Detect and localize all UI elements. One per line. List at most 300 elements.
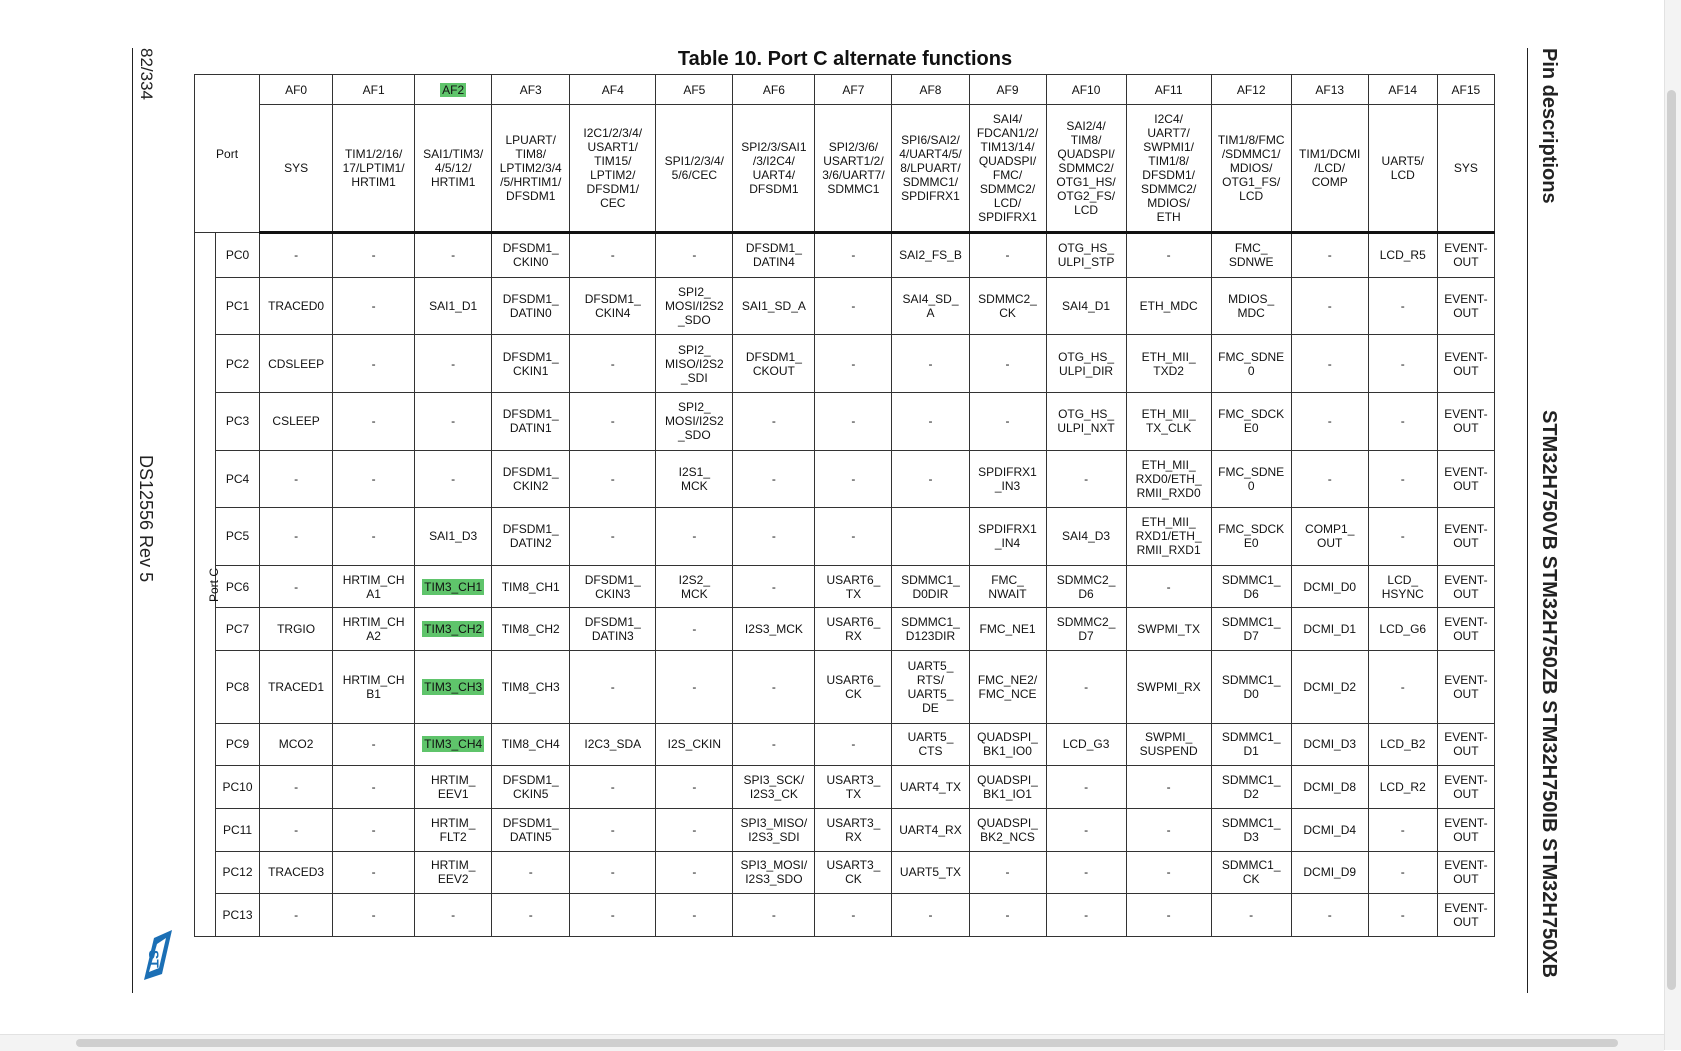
table-row (195, 851, 1495, 894)
af-cell: HRTIM_ FLT2 (415, 808, 492, 851)
part-numbers-title: STM32H750VB STM32H750ZB STM32H750IB STM32H750XB (1538, 410, 1560, 978)
af-cell: USART3_ RX (815, 808, 892, 851)
af-cell: OTG_HS_ ULPI_NXT (1046, 392, 1126, 450)
af-cell: - (333, 851, 415, 894)
highlighted-af-value: TIM3_CH4 (424, 737, 483, 752)
af-cell: - (333, 894, 415, 937)
af-cell: SDMMC1_ D0 (1211, 651, 1291, 724)
af-cell: - (570, 335, 656, 393)
af-cell: - (1368, 335, 1437, 393)
pin-name: PC2 (216, 335, 260, 393)
af-cell: FMC_NE1 (969, 608, 1046, 651)
af-cell: FMC_NE2/ FMC_NCE (969, 651, 1046, 724)
af-header (570, 75, 656, 105)
pin-name: PC5 (216, 508, 260, 566)
page-number: 82/334 (137, 48, 156, 100)
af-cell: SWPMI_RX (1126, 651, 1211, 724)
af-cell: - (733, 508, 815, 566)
af-cell: DCMI_D9 (1291, 851, 1368, 894)
af-cell: HRTIM_CH A1 (333, 565, 415, 608)
af-cell: DFSDM1_ CKOUT (733, 335, 815, 393)
af-cell: - (492, 894, 570, 937)
af-cell: SAI4_SD_ A (892, 277, 969, 335)
pin-name: PC10 (216, 766, 260, 809)
af-cell: CDSLEEP (260, 335, 333, 393)
af-cell: SPI2_ MOSI/I2S2 _SDO (656, 277, 733, 335)
af-cell: - (815, 335, 892, 393)
af-cell: - (1126, 851, 1211, 894)
af-header (1211, 75, 1291, 105)
af-cell: EVENT- OUT (1437, 565, 1494, 608)
af-cell (415, 723, 492, 766)
peripheral-group: I2C1/2/3/4/ USART1/ TIM15/ LPTIM2/ DFSDM1/ CEC (570, 105, 656, 233)
af-cell: - (1291, 392, 1368, 450)
peripheral-group: SPI1/2/3/4/ 5/6/CEC (656, 105, 733, 233)
af-cell: FMC_SDNE 0 (1211, 450, 1291, 508)
af-cell: - (570, 392, 656, 450)
pin-name: PC1 (216, 277, 260, 335)
af-cell: DCMI_D8 (1291, 766, 1368, 809)
peripheral-group: TIM1/DCMI /LCD/ COMP (1291, 105, 1368, 233)
af-header-label: AF0 (285, 82, 308, 97)
af-cell: SAI2_FS_B (892, 233, 969, 278)
af-cell: - (260, 808, 333, 851)
af-cell: - (656, 233, 733, 278)
af-cell: - (656, 608, 733, 651)
table-row (195, 233, 1495, 278)
af-cell: I2S_CKIN (656, 723, 733, 766)
af-cell: SDMMC1_ D6 (1211, 565, 1291, 608)
table-title: Table 10. Port C alternate functions (677, 48, 1013, 70)
af-cell: USART3_ TX (815, 766, 892, 809)
peripheral-group: TIM1/8/FMC /SDMMC1/ MDIOS/ OTG1_FS/ LCD (1211, 105, 1291, 233)
af-header (333, 75, 415, 105)
af-header (892, 75, 969, 105)
af-header (1437, 75, 1494, 105)
af-header-label: AF15 (1451, 82, 1481, 97)
right-margin-rule (1527, 48, 1528, 993)
af-cell: SPI3_MOSI/ I2S3_SDO (733, 851, 815, 894)
af-cell: - (969, 851, 1046, 894)
port-header: Port (195, 75, 260, 233)
af-cell: SDMMC1_ D0DIR (892, 565, 969, 608)
table-row (195, 392, 1495, 450)
af-header-label: AF7 (842, 82, 865, 97)
af-cell: SPDIFRX1 _IN3 (969, 450, 1046, 508)
af-cell: - (333, 233, 415, 278)
af-cell: - (1046, 651, 1126, 724)
af-cell: - (733, 723, 815, 766)
af-cell: - (1046, 450, 1126, 508)
af-cell: LCD_G6 (1368, 608, 1437, 651)
left-margin-rule (132, 48, 133, 993)
af-header-row (195, 75, 1495, 105)
af-cell: QUADSPI_ BK2_NCS (969, 808, 1046, 851)
af-cell: - (1291, 450, 1368, 508)
document-revision: DS12556 Rev 5 (136, 455, 156, 583)
af-cell: DFSDM1_ CKIN5 (492, 766, 570, 809)
af-cell: SDMMC2_ D6 (1046, 565, 1126, 608)
af-cell: FMC_ SDNWE (1211, 233, 1291, 278)
af-header (815, 75, 892, 105)
af-cell (415, 651, 492, 724)
af-header-label: AF12 (1236, 82, 1266, 97)
af-header (260, 75, 333, 105)
af-cell: - (656, 508, 733, 566)
af-cell: DFSDM1_ CKIN2 (492, 450, 570, 508)
af-cell: - (333, 335, 415, 393)
af-cell: - (333, 277, 415, 335)
af-cell: LCD_R2 (1368, 766, 1437, 809)
af-cell: - (570, 808, 656, 851)
peripheral-group: SYS (260, 105, 333, 233)
af-cell: SDMMC1_ D123DIR (892, 608, 969, 651)
af-cell: - (1126, 565, 1211, 608)
af-header (415, 75, 492, 105)
af-cell: I2S1_ MCK (656, 450, 733, 508)
af-cell: HRTIM_CH B1 (333, 651, 415, 724)
af-cell: - (892, 335, 969, 393)
af-cell: SAI1_D3 (415, 508, 492, 566)
af-cell: TIM8_CH3 (492, 651, 570, 724)
af-cell: - (656, 766, 733, 809)
af-cell: UART5_ RTS/ UART5_ DE (892, 651, 969, 724)
af-cell: EVENT- OUT (1437, 723, 1494, 766)
af-cell: - (1368, 894, 1437, 937)
af-cell: TRGIO (260, 608, 333, 651)
af-cell: EVENT- OUT (1437, 651, 1494, 724)
af-cell: - (815, 723, 892, 766)
af-cell: DFSDM1_ DATIN0 (492, 277, 570, 335)
highlighted-af-value: TIM3_CH1 (424, 579, 483, 594)
pin-name: PC12 (216, 851, 260, 894)
af-cell: - (333, 508, 415, 566)
af-cell: - (1126, 766, 1211, 809)
st-logo-icon (140, 928, 174, 984)
table-row (195, 608, 1495, 651)
af-cell: EVENT- OUT (1437, 608, 1494, 651)
af-cell: HRTIM_ EEV1 (415, 766, 492, 809)
af-cell: EVENT- OUT (1437, 392, 1494, 450)
af-cell: UART4_TX (892, 766, 969, 809)
af-cell: SDMMC1_ D3 (1211, 808, 1291, 851)
af-cell: - (815, 233, 892, 278)
af-cell: - (333, 766, 415, 809)
peripheral-group: SYS (1437, 105, 1494, 233)
af-cell: SDMMC2_ CK (969, 277, 1046, 335)
af-cell: - (1368, 508, 1437, 566)
af-cell: SDMMC1_ D7 (1211, 608, 1291, 651)
af-cell: FMC_ NWAIT (969, 565, 1046, 608)
af-cell: - (1046, 766, 1126, 809)
af-header-label: AF4 (601, 82, 624, 97)
af-cell: - (969, 894, 1046, 937)
af-cell: - (815, 277, 892, 335)
af-cell: - (733, 651, 815, 724)
af-cell: - (656, 808, 733, 851)
af-cell: - (815, 894, 892, 937)
af-cell: - (492, 851, 570, 894)
af-cell: SAI1_SD_A (733, 277, 815, 335)
af-cell: - (733, 450, 815, 508)
af-header-label: AF9 (996, 82, 1019, 97)
af-cell: ETH_MII_ RXD1/ETH_ RMII_RXD1 (1126, 508, 1211, 566)
af-cell: - (1126, 808, 1211, 851)
af-cell: DFSDM1_ DATIN3 (570, 608, 656, 651)
af-cell: EVENT- OUT (1437, 450, 1494, 508)
af-cell: EVENT- OUT (1437, 808, 1494, 851)
af-header-label: AF13 (1315, 82, 1345, 97)
af-cell: DCMI_D3 (1291, 723, 1368, 766)
pin-name: PC6 (216, 565, 260, 608)
horizontal-scroll-thumb[interactable] (76, 1039, 1618, 1047)
af-cell: LCD_B2 (1368, 723, 1437, 766)
af-cell: LCD_G3 (1046, 723, 1126, 766)
af-cell: I2S3_MCK (733, 608, 815, 651)
af-cell: - (733, 392, 815, 450)
af-cell: - (260, 766, 333, 809)
af-cell: - (570, 233, 656, 278)
af-cell: EVENT- OUT (1437, 277, 1494, 335)
af-cell: - (656, 651, 733, 724)
peripheral-group: SPI2/3/SAI1 /3/I2C4/ UART4/ DFSDM1 (733, 105, 815, 233)
pin-name: PC9 (216, 723, 260, 766)
af-cell: - (815, 392, 892, 450)
af-header-label: AF3 (519, 82, 542, 97)
af-cell: - (1368, 450, 1437, 508)
af-cell: MCO2 (260, 723, 333, 766)
af-cell: - (415, 392, 492, 450)
af-cell: OTG_HS_ ULPI_STP (1046, 233, 1126, 278)
pin-name: PC4 (216, 450, 260, 508)
af-cell: ETH_MDC (1126, 277, 1211, 335)
af-cell: DFSDM1_ DATIN4 (733, 233, 815, 278)
table-row (195, 723, 1495, 766)
peripheral-group: UART5/ LCD (1368, 105, 1437, 233)
af-cell: - (260, 450, 333, 508)
table-row (195, 277, 1495, 335)
af-cell: FMC_SDNE 0 (1211, 335, 1291, 393)
af-header-label: AF10 (1071, 82, 1101, 97)
af-cell: HRTIM_CH A2 (333, 608, 415, 651)
af-header-label: AF14 (1388, 82, 1418, 97)
peripheral-group: TIM1/2/16/ 17/LPTIM1/ HRTIM1 (333, 105, 415, 233)
af-cell: - (1291, 335, 1368, 393)
af-cell: - (415, 335, 492, 393)
af-cell: - (333, 723, 415, 766)
af-cell: SPI3_MISO/ I2S3_SDI (733, 808, 815, 851)
af-cell: DCMI_D0 (1291, 565, 1368, 608)
highlighted-af-value: TIM3_CH3 (424, 679, 483, 694)
af-cell: - (260, 894, 333, 937)
af-cell: SWPMI_TX (1126, 608, 1211, 651)
table-row (195, 450, 1495, 508)
af-cell: - (815, 508, 892, 566)
af-cell: - (570, 851, 656, 894)
af-header-label: AF5 (683, 82, 706, 97)
af-cell: FMC_SDCK E0 (1211, 392, 1291, 450)
af-cell: - (1368, 808, 1437, 851)
af-cell: USART6_ TX (815, 565, 892, 608)
af-cell: DFSDM1_ DATIN2 (492, 508, 570, 566)
af-cell: - (570, 450, 656, 508)
af-header (492, 75, 570, 105)
af-cell: - (1126, 233, 1211, 278)
af-cell: - (333, 392, 415, 450)
af-header-label: AF6 (762, 82, 785, 97)
af-cell: - (260, 233, 333, 278)
af-cell: DCMI_D2 (1291, 651, 1368, 724)
table-row (195, 808, 1495, 851)
table-row (195, 766, 1495, 809)
af-cell: QUADSPI_ BK1_IO0 (969, 723, 1046, 766)
af-cell: SDMMC1_ D2 (1211, 766, 1291, 809)
peripheral-group: SAI1/TIM3/ 4/5/12/ HRTIM1 (415, 105, 492, 233)
af-cell: - (1368, 392, 1437, 450)
af-cell: EVENT- OUT (1437, 233, 1494, 278)
af-cell: - (892, 894, 969, 937)
af-cell: - (570, 894, 656, 937)
af-header (1291, 75, 1368, 105)
af-cell: COMP1_ OUT (1291, 508, 1368, 566)
af-cell: TRACED3 (260, 851, 333, 894)
af-cell: UART4_RX (892, 808, 969, 851)
table-row (195, 565, 1495, 608)
af-cell: CSLEEP (260, 392, 333, 450)
af-cell: - (1368, 651, 1437, 724)
af-cell: - (570, 766, 656, 809)
table-row (195, 335, 1495, 393)
af-cell: ETH_MII_ TXD2 (1126, 335, 1211, 393)
af-cell: - (1046, 894, 1126, 937)
af-cell: - (415, 233, 492, 278)
pin-name: PC8 (216, 651, 260, 724)
af-cell: - (733, 894, 815, 937)
af-cell: DFSDM1_ CKIN0 (492, 233, 570, 278)
table-row (195, 894, 1495, 937)
af-cell: TIM8_CH1 (492, 565, 570, 608)
af-cell: I2S2_ MCK (656, 565, 733, 608)
af-cell: OTG_HS_ ULPI_DIR (1046, 335, 1126, 393)
pin-name: PC11 (216, 808, 260, 851)
af-cell: DFSDM1_ DATIN5 (492, 808, 570, 851)
port-group-cell (195, 233, 222, 937)
table-row (195, 508, 1495, 566)
af-cell: EVENT- OUT (1437, 851, 1494, 894)
af-cell: - (1368, 851, 1437, 894)
af-cell: I2C3_SDA (570, 723, 656, 766)
af-cell: UART5_TX (892, 851, 969, 894)
af-cell: - (656, 851, 733, 894)
af-header-label: AF1 (362, 82, 385, 97)
pin-name: PC3 (216, 392, 260, 450)
af-cell: DFSDM1_ CKIN4 (570, 277, 656, 335)
peripheral-group: SPI2/3/6/ USART1/2/ 3/6/UART7/ SDMMC1 (815, 105, 892, 233)
af-cell: EVENT- OUT (1437, 766, 1494, 809)
af-cell: - (570, 651, 656, 724)
af-cell: USART6_ RX (815, 608, 892, 651)
af-cell: UART5_ CTS (892, 723, 969, 766)
af-cell: USART3_ CK (815, 851, 892, 894)
af-cell: - (1291, 277, 1368, 335)
af-cell: DFSDM1_ CKIN1 (492, 335, 570, 393)
af-cell: EVENT- OUT (1437, 894, 1494, 937)
st-logo-text: ST (146, 950, 162, 968)
alternate-functions-table (194, 74, 1495, 937)
af-cell: - (1291, 894, 1368, 937)
af-cell: TRACED0 (260, 277, 333, 335)
af-cell: SDMMC1_ CK (1211, 851, 1291, 894)
af-cell: SPI3_SCK/ I2S3_CK (733, 766, 815, 809)
af-cell: LCD_R5 (1368, 233, 1437, 278)
af-header-label: AF2 (442, 82, 465, 97)
af-cell: FMC_SDCK E0 (1211, 508, 1291, 566)
peripheral-group: SAI4/ FDCAN1/2/ TIM13/14/ QUADSPI/ FMC/ SDMMC2/ LCD/ SPDIFRX1 (969, 105, 1046, 233)
af-cell: - (815, 450, 892, 508)
af-header-label: AF8 (919, 82, 942, 97)
af-cell: - (1368, 277, 1437, 335)
af-cell: - (969, 335, 1046, 393)
af-cell: SPDIFRX1 _IN4 (969, 508, 1046, 566)
af-cell: - (333, 450, 415, 508)
af-cell: - (733, 565, 815, 608)
vertical-scroll-thumb[interactable] (1667, 90, 1676, 990)
highlighted-af-value: TIM3_CH2 (424, 622, 483, 637)
af-cell: - (415, 894, 492, 937)
af-header (1126, 75, 1211, 105)
peripheral-group: SPI6/SAI2/ 4/UART4/5/ 8/LPUART/ SDMMC1/ SPDIFRX1 (892, 105, 969, 233)
af-cell: SAI4_D1 (1046, 277, 1126, 335)
af-cell: - (1046, 808, 1126, 851)
af-cell: - (260, 508, 333, 566)
af-cell: - (260, 565, 333, 608)
pin-name: PC13 (216, 894, 260, 937)
af-header-label: AF11 (1154, 82, 1183, 97)
af-cell: - (1046, 851, 1126, 894)
af-cell: - (1211, 894, 1291, 937)
peripheral-group-row (195, 105, 1495, 233)
af-cell: ETH_MII_ RXD0/ETH_ RMII_RXD0 (1126, 450, 1211, 508)
af-cell: HRTIM_ EEV2 (415, 851, 492, 894)
af-header (733, 75, 815, 105)
af-cell: TIM8_CH2 (492, 608, 570, 651)
af-cell: ETH_MII_ TX_CLK (1126, 392, 1211, 450)
af-cell: - (969, 392, 1046, 450)
section-title: Pin descriptions (1538, 48, 1560, 204)
af-cell: SDMMC1_ D1 (1211, 723, 1291, 766)
peripheral-group: I2C4/ UART7/ SWPMI1/ TIM1/8/ DFSDM1/ SDMMC2/ MDIOS/ ETH (1126, 105, 1211, 233)
af-cell: SPI2_ MISO/I2S2 _SDI (656, 335, 733, 393)
table-row (195, 651, 1495, 724)
af-cell: - (415, 450, 492, 508)
af-cell: QUADSPI_ BK1_IO1 (969, 766, 1046, 809)
af-cell: - (1291, 233, 1368, 278)
pin-name: PC7 (216, 608, 260, 651)
peripheral-group: SAI2/4/ TIM8/ QUADSPI/ SDMMC2/ OTG1_HS/ OTG2_FS/ LCD (1046, 105, 1126, 233)
af-cell: SAI1_D1 (415, 277, 492, 335)
af-cell: SPI2_ MOSI/I2S2 _SDO (656, 392, 733, 450)
af-header (969, 75, 1046, 105)
af-cell (415, 608, 492, 651)
pin-name: PC0 (216, 233, 260, 278)
af-cell: - (969, 233, 1046, 278)
af-cell: TIM8_CH4 (492, 723, 570, 766)
af-cell (415, 565, 492, 608)
af-cell: MDIOS_ MDC (1211, 277, 1291, 335)
af-cell: USART6_ CK (815, 651, 892, 724)
af-cell: LCD_ HSYNC (1368, 565, 1437, 608)
af-cell: - (1126, 894, 1211, 937)
